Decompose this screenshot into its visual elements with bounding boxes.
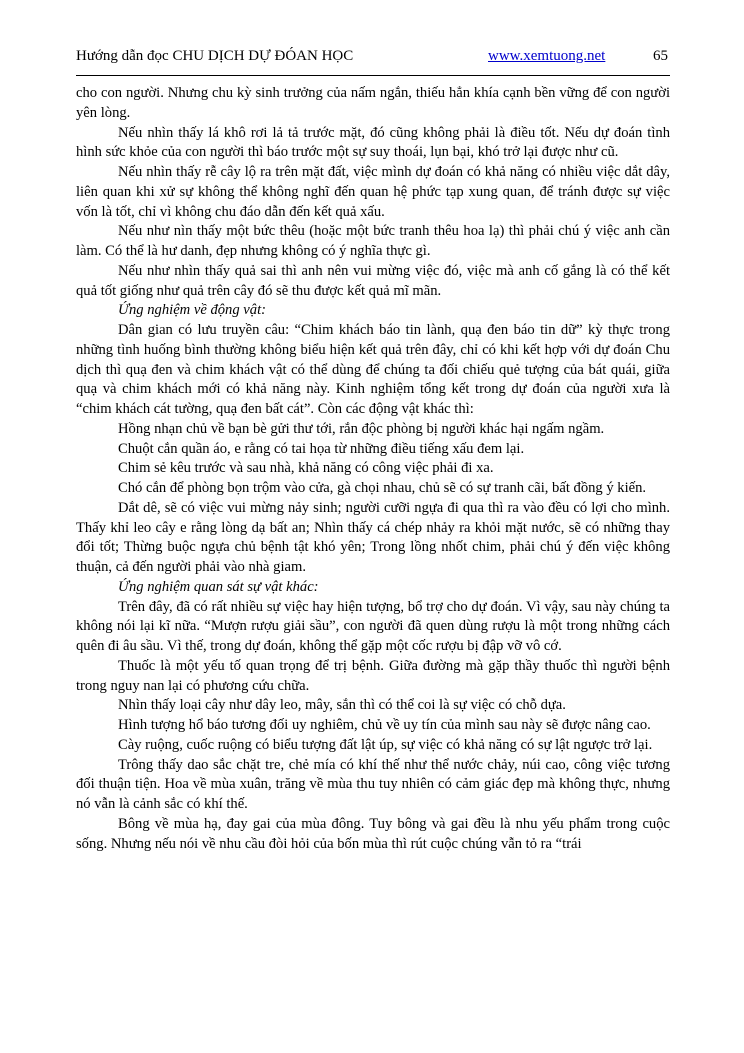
paragraph: Dắt dê, sẽ có việc vui mừng nảy sinh; người cưỡi ngựa đi qua thì ra vào đều có lợi cho mình. Thấy khỉ leo cây e rằng lòng dạ bất an; Nhìn thấy cá chép nhảy ra khỏi mặt nước, sẽ có những thay đổi tốt; Thừng buộc ngựa chủ bệnh tật khó yên; Trong lồng nhốt chim, phải chú ý đến việc không thuận, cả đến người phải vào nhà giam. (76, 499, 670, 575)
paragraph: Hồng nhạn chủ về bạn bè gửi thư tới, rắn độc phòng bị người khác hại ngấm ngầm. (118, 420, 605, 437)
paragraph: cho con người. Nhưng chu kỳ sinh trưởng của nấm ngắn, thiếu hẳn khía cạnh bền vững để con người yên lòng. (76, 85, 670, 121)
section-heading-animals: Ứng nghiệm về động vật: (118, 302, 266, 319)
website-link[interactable]: www.xemtuong.net (488, 48, 606, 64)
paragraph: Dân gian có lưu truyền câu: “Chim khách báo tin lành, quạ đen báo tin dữ” kỳ thực trong những tình huống bình thường không biểu hiện kết quả trên đây, chỉ có khi kết hợp với dự đoán Chu dịch thì quạ đen và chim khách vật có thể dùng để chúng ta đối chiếu quẻ tượng của bát quái, giữa quạ và chim khách mới có khả năng này. Kinh nghiệm tổng kết trong dự đoán của người xưa là “chim khách cát tường, quạ đen bất cát”. Còn các động vật khác thì: (76, 322, 670, 417)
body-text (76, 84, 670, 854)
paragraph: Cày ruộng, cuốc ruộng có biểu tượng đất lật úp, sự việc có khả năng có sự lật ngược trở lại. (118, 736, 653, 753)
paragraph: Nếu như nìn thấy một bức thêu (hoặc một bức tranh thêu hoa lạ) thì phải chú ý việc anh cần làm. Có thể là hư danh, đẹp nhưng không có ý nghĩa thực gì. (76, 223, 670, 259)
paragraph: Trên đây, đã có rất nhiều sự việc hay hiện tượng, bổ trợ cho dự đoán. Vì vậy, sau này chúng ta không nói lại kĩ nữa. “Mượn rượu giải sầu”, con người đã quen dùng rượu là một trong những cách quên đi âu sầu. Vì thế, trong dự đoán, không thể gặp một cốc rượu bị đập vỡ vô cớ. (76, 598, 670, 654)
paragraph: Thuốc là một yếu tố quan trọng để trị bệnh. Giữa đường mà gặp thầy thuốc thì người bệnh trong nguy nan lại có phương cứu chữa. (76, 657, 670, 694)
paragraph: Bông về mùa hạ, đay gai của mùa đông. Tuy bông và gai đều là nhu yếu phẩm trong cuộc sống. Nhưng nếu nói về nhu cầu đòi hỏi của bốn mùa thì rút cuộc chúng vẫn tỏ ra “trái (76, 815, 670, 852)
running-title: Hướng dẫn đọc CHU DỊCH DỰ ĐÓAN HỌC (76, 48, 354, 64)
paragraph: Hình tượng hổ báo tương đối uy nghiêm, chủ về uy tín của mình sau này sẽ được nâng cao. (118, 717, 651, 733)
paragraph: Chuột cắn quần áo, e rằng có tai họa từ những điều tiếng xấu đem lại. (118, 440, 525, 457)
paragraph: Chim sẻ kêu trước và sau nhà, khả năng có công việc phải đi xa. (118, 460, 494, 477)
paragraph: Nhìn thấy loại cây như dây leo, mây, sắn thì có thể coi là sự việc có chỗ dựa. (118, 697, 566, 714)
page-header (76, 46, 670, 68)
paragraph: Nếu nhìn thấy lá khô rơi lả tả trước mặt, đó cũng không phải là điều tốt. Nếu dự đoán tình hình sức khỏe của con người thì báo trước một sự suy thoái, lụn bại, khó trở lại được như cũ. (76, 124, 670, 161)
section-heading-other-things: Ứng nghiệm quan sát sự vật khác: (118, 578, 319, 595)
paragraph: Chó cắn để phòng bọn trộm vào cửa, gà chọi nhau, chủ sẽ có sự tranh cãi, bất đồng ý kiến. (118, 480, 647, 496)
paragraph: Trông thấy dao sắc chặt tre, chẻ mía có khí thế như thể nước chảy, núi cao, công việc tương đối thuận tiện. Hoa về mùa xuân, trăng về mùa thu tuy nhiên có cảm giác đẹp mà không thực, nhưng nó vẫn là cảnh sắc có khí thế. (76, 756, 670, 812)
header-divider (76, 75, 670, 76)
paragraph: Nếu như nhìn thấy quả sai thì anh nên vui mừng việc đó, việc mà anh cố gắng là có thể kết quả tốt giống như quả trên cây đó sẽ thu được kết quả mĩ mãn. (76, 262, 670, 299)
page-number: 65 (653, 48, 668, 64)
paragraph: Nếu nhìn thấy rễ cây lộ ra trên mặt đất, việc mình dự đoán có khả năng có nhiều việc dắt dây, liên quan khi xử sự không thể không nghĩ đến quan hệ phức tạp xung quan, để tránh được sự việc vốn là tốt, chỉ vì không chu đáo dẫn đến kết quả xấu. (76, 164, 670, 220)
